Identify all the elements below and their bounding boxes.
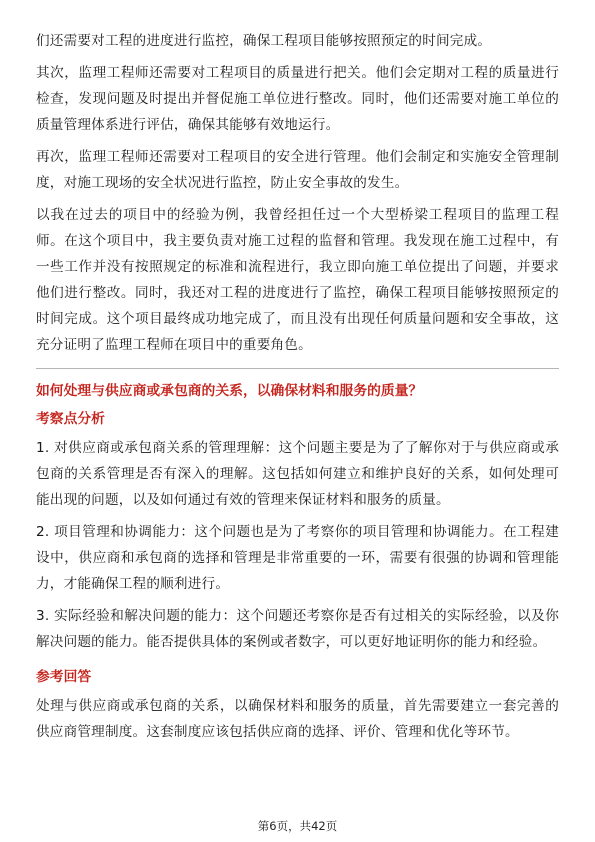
analysis-heading: 考察点分析 — [36, 411, 105, 427]
paragraph-3: 再次，监理工程师还需要对工程项目的安全进行管理。他们会制定和实施安全管理制度，对施工现场的安全状况进行监控，防止安全事故的发生。 — [36, 149, 559, 191]
answer-text: 处理与供应商或承包商的关系，以确保材料和服务的质量，首先需要建立一套完善的供应商管理制度。这套制度应该包括供应商的选择、评价、管理和优化等环节。 — [36, 698, 559, 740]
paragraph-1: 们还需要对工程的进度进行监控，确保工程项目能够按照预定的时间完成。 — [36, 33, 492, 49]
paragraph-4: 以我在过去的项目中的经验为例，我曾经担任过一个大型桥梁工程项目的监理工程师。在这个项目中，我主要负责对施工过程的监督和管理。我发现在施工过程中，有一些工作并没有按照规定的标准和流程进行，我立即向施工单位提出了问题，并要求他们进行整改。同时，我还对工程的进度进行了监控，确保工程项目能够按照预定的时间完成。这个项目最终成功地完成了，而且没有出现任何质量问题和安全事故，这充分证明了监理工程师在项目中的重要角色。 — [36, 207, 559, 353]
page-number: 第6页，共42页 — [257, 819, 338, 833]
paragraph-2: 其次，监理工程师还需要对工程项目的质量进行把关。他们会定期对工程的质量进行检查，发现问题及时提出并督促施工单位进行整改。同时，他们还需要对施工单位的质量管理体系进行评估，确保其能够有效地运行。 — [36, 65, 559, 133]
question-title: 如何处理与供应商或承包商的关系，以确保材料和服务的质量？ — [36, 383, 423, 399]
section-divider — [36, 368, 559, 369]
answer-heading: 参考回答 — [36, 669, 92, 685]
document-page — [36, 28, 559, 751]
analysis-point-2: 2. 项目管理和协调能力：这个问题也是为了考察你的项目管理和协调能力。在工程建设中，供应商和承包商的选择和管理是非常重要的一环，需要有很强的协调和管理能力，才能确保工程的顺利进行。 — [36, 524, 559, 592]
analysis-point-3: 3. 实际经验和解决问题的能力：这个问题还考察你是否有过相关的实际经验，以及你解决问题的能力。能否提供具体的案例或者数字，可以更好地证明你的能力和经验。 — [36, 608, 559, 650]
analysis-point-1: 1. 对供应商或承包商关系的管理理解：这个问题主要是为了了解你对于与供应商或承包商的关系管理是否有深入的理解。这包括如何建立和维护良好的关系，如何处理可能出现的问题，以及如何通过有效的管理来保证材料和服务的质量。 — [36, 440, 559, 508]
